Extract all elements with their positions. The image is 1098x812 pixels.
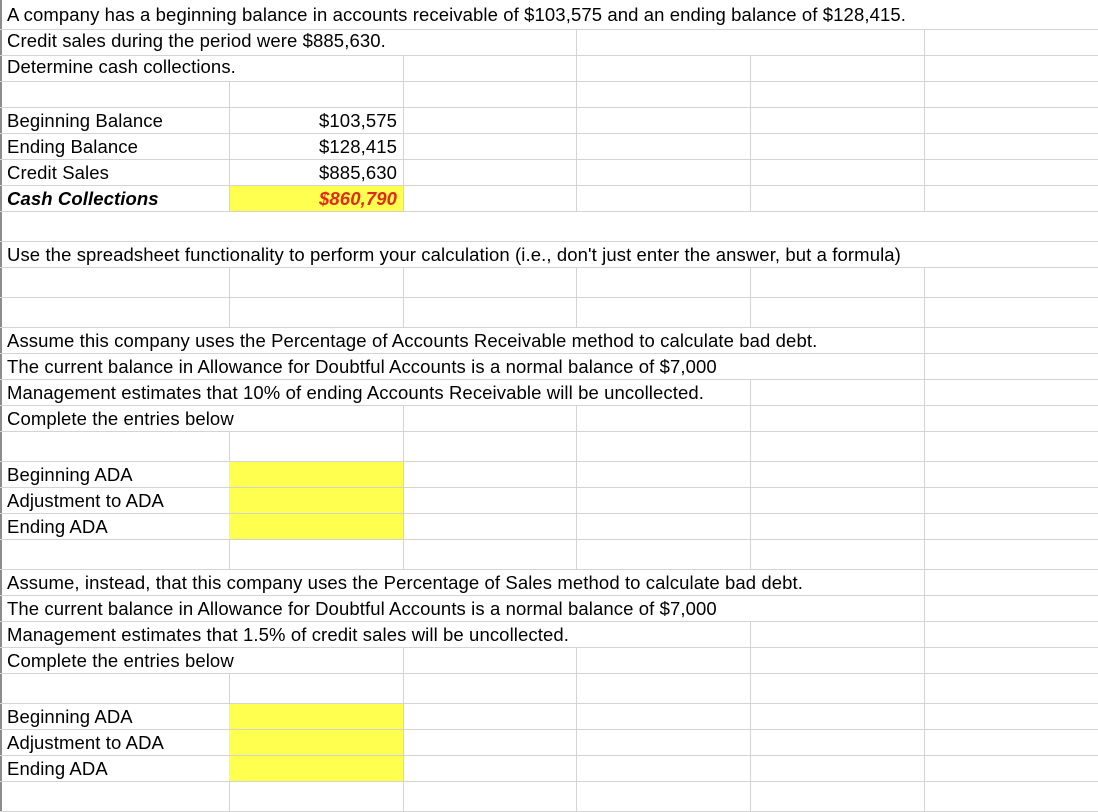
gridline-col [403,431,404,569]
gridline-col [924,379,925,431]
cash-row-value[interactable]: $885,630 [319,162,397,183]
sales-method-input-cells[interactable] [229,703,403,781]
gridline-row [0,461,1098,462]
sales-method-text[interactable]: The current balance in Allowance for Doubtful Accounts is a normal balance of $7,000 [7,598,717,619]
problem-intro-line[interactable]: A company has a beginning balance in accounts receivable of $103,575 and an ending balance of $128,415. [7,4,906,25]
gridline-row [0,81,1098,82]
gridline-col [229,81,230,107]
gridline-col [229,431,230,461]
gridline-col [750,267,751,327]
gridline-col [924,673,925,812]
gridline-col [229,673,230,703]
sales-method-text[interactable]: Complete the entries below [7,650,234,671]
gridline-row [0,133,1098,134]
cash-row-label[interactable]: Credit Sales [7,162,109,183]
gridline-col [403,405,404,431]
gridline-col [576,673,577,812]
ar-method-text[interactable]: Complete the entries below [7,408,234,429]
sheet-left-border [0,0,2,812]
sales-method-text[interactable]: Management estimates that 1.5% of credit sales will be uncollected. [7,624,569,645]
cash-row-value[interactable]: $128,415 [319,136,397,157]
cash-row-label[interactable]: Ending Balance [7,136,138,157]
formula-instruction[interactable]: Use the spreadsheet functionality to perform your calculation (i.e., don't just enter the answer, but a formula) [7,244,901,265]
ar-method-text[interactable]: The current balance in Allowance for Doubtful Accounts is a normal balance of $7,000 [7,356,717,377]
ar-beginning-ada-label[interactable]: Beginning ADA [7,464,133,485]
cash-collections-value[interactable]: $860,790 [319,188,397,209]
ar-adjustment-ada-label[interactable]: Adjustment to ADA [7,490,164,511]
gridline-col [403,55,404,81]
cash-row-label[interactable]: Beginning Balance [7,110,163,131]
gridline-col [924,29,925,211]
gridline-col [924,569,925,673]
gridline-row [0,107,1098,108]
gridline-col [403,673,404,812]
gridline-row [0,539,1098,540]
gridline-col [229,781,230,812]
gridline-col [924,327,925,353]
gridline-row [0,211,1098,212]
gridline-col [924,431,925,569]
gridline-col [750,431,751,569]
gridline-row [0,703,1098,704]
gridline-row [0,781,1098,782]
gridline-col [576,267,577,327]
gridline-col [750,621,751,673]
gridline-col [750,379,751,431]
gridline-row [0,513,1098,514]
ar-method-input-cells[interactable] [229,461,403,539]
gridline-col [750,673,751,812]
gridline-row [0,487,1098,488]
gridline-col [403,107,404,211]
ar-ending-ada-label[interactable]: Ending ADA [7,516,108,537]
gridline-row [0,185,1098,186]
cash-collections-label[interactable]: Cash Collections [7,188,159,209]
gridline-col [924,267,925,327]
sales-adjustment-ada-label[interactable]: Adjustment to ADA [7,732,164,753]
gridline-col [229,267,230,327]
gridline-row [0,729,1098,730]
ar-method-text[interactable]: Management estimates that 10% of ending Accounts Receivable will be uncollected. [7,382,705,403]
gridline-col [576,29,577,211]
gridline-col [576,431,577,569]
gridline-col [403,81,404,107]
gridline-col [403,647,404,673]
gridline-row [0,755,1098,756]
gridline-col [750,55,751,211]
gridline-col [229,539,230,569]
ar-method-text[interactable]: Assume this company uses the Percentage of Accounts Receivable method to calculate bad debt. [7,330,818,351]
problem-intro-line[interactable]: Credit sales during the period were $885,630. [7,30,386,51]
cash-row-value[interactable]: $103,575 [319,110,397,131]
gridline-row [0,159,1098,160]
sales-ending-ada-label[interactable]: Ending ADA [7,758,108,779]
problem-intro-line[interactable]: Determine cash collections. [7,56,236,77]
gridline-col [576,647,577,673]
gridline-col [403,267,404,327]
sales-method-text[interactable]: Assume, instead, that this company uses the Percentage of Sales method to calculate bad debt. [7,572,804,593]
gridline-row [0,297,1098,298]
gridline-col [576,405,577,431]
sales-beginning-ada-label[interactable]: Beginning ADA [7,706,133,727]
